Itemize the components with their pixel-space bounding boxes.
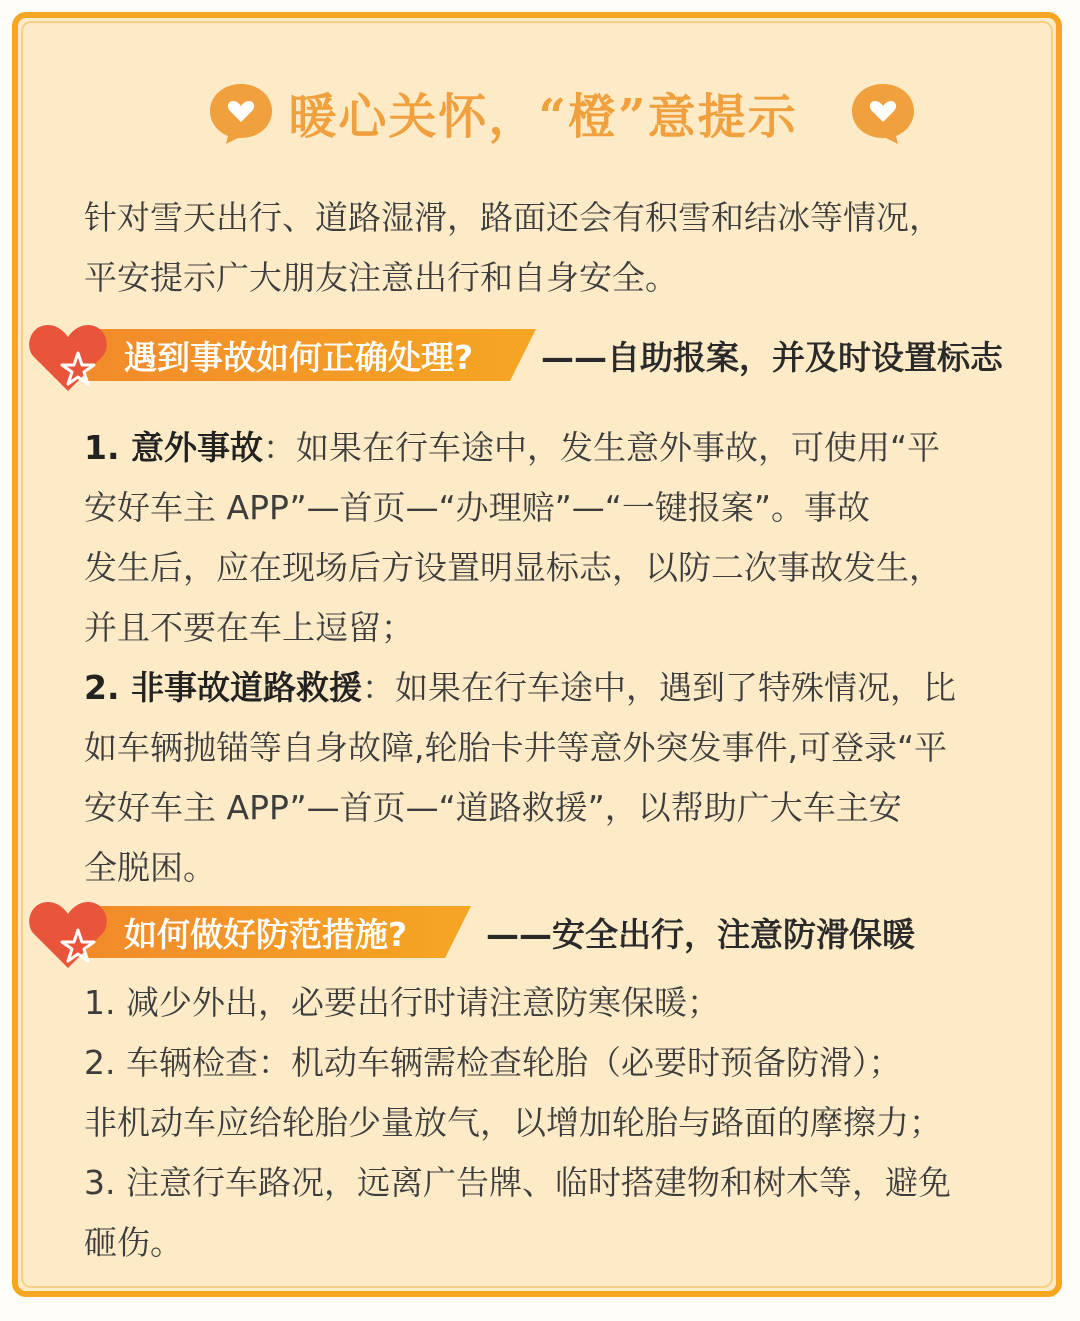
- item-label: 1. 意外事故: [84, 428, 263, 467]
- section-subtitle: ——自助报案，并及时设置标志: [541, 338, 1003, 377]
- item-text: 如果在行车途中，发生意外事故，可使用“平: [296, 428, 941, 467]
- heart-star-icon: [26, 896, 110, 970]
- list-item: 1. 减少外出，必要出行时请注意防寒保暖；: [84, 983, 720, 1022]
- heart-speech-bubble-icon: [848, 80, 918, 146]
- item-text: 发生后，应在现场后方设置明显标志，以防二次事故发生，: [84, 548, 942, 587]
- page-title: 暖心关怀，“橙”意提示: [288, 89, 798, 145]
- item-text: 如车辆抛锚等自身故障,轮胎卡井等意外突发事件,可登录“平: [84, 728, 948, 767]
- section-header-prevention: [26, 900, 1066, 962]
- section-tag-label: 遇到事故如何正确处理?: [124, 338, 474, 377]
- list-item: 非机动车应给轮胎少量放气，以增加轮胎与路面的摩擦力；: [84, 1103, 942, 1142]
- accident-item-2: [84, 658, 1044, 898]
- tips-card: [12, 12, 1062, 1297]
- item-colon: ：: [263, 428, 296, 467]
- intro-line: 平安提示广大朋友注意出行和自身安全。: [84, 258, 678, 297]
- intro-line: 针对雪天出行、道路湿滑，路面还会有积雪和结冰等情况，: [84, 198, 942, 237]
- item-text: 全脱困。: [84, 848, 216, 887]
- list-item: 2. 车辆检查：机动车辆需检查轮胎（必要时预备防滑）；: [84, 1043, 902, 1082]
- list-item: 3. 注意行车路况，远离广告牌、临时搭建物和树木等，避免: [84, 1163, 951, 1202]
- item-text: 并且不要在车上逗留；: [84, 608, 414, 647]
- list-item: 砸伤。: [84, 1223, 183, 1262]
- intro-paragraph: [84, 188, 1044, 308]
- prevention-list: [84, 973, 1044, 1273]
- item-text: 安好车主 APP”—首页—“办理赔”—“一键报案”。事故: [84, 488, 870, 527]
- section-header-accident: [26, 323, 1066, 385]
- item-text: 安好车主 APP”—首页—“道路救援”，以帮助广大车主安: [84, 788, 902, 827]
- item-colon: ：: [362, 668, 395, 707]
- section-subtitle: ——安全出行，注意防滑保暖: [486, 915, 915, 954]
- heart-star-icon: [26, 319, 110, 393]
- section-tag-label: 如何做好防范措施?: [124, 915, 408, 954]
- item-label: 2. 非事故道路救援: [84, 668, 362, 707]
- item-text: 如果在行车途中，遇到了特殊情况，比: [395, 668, 956, 707]
- accident-item-1: [84, 418, 1044, 658]
